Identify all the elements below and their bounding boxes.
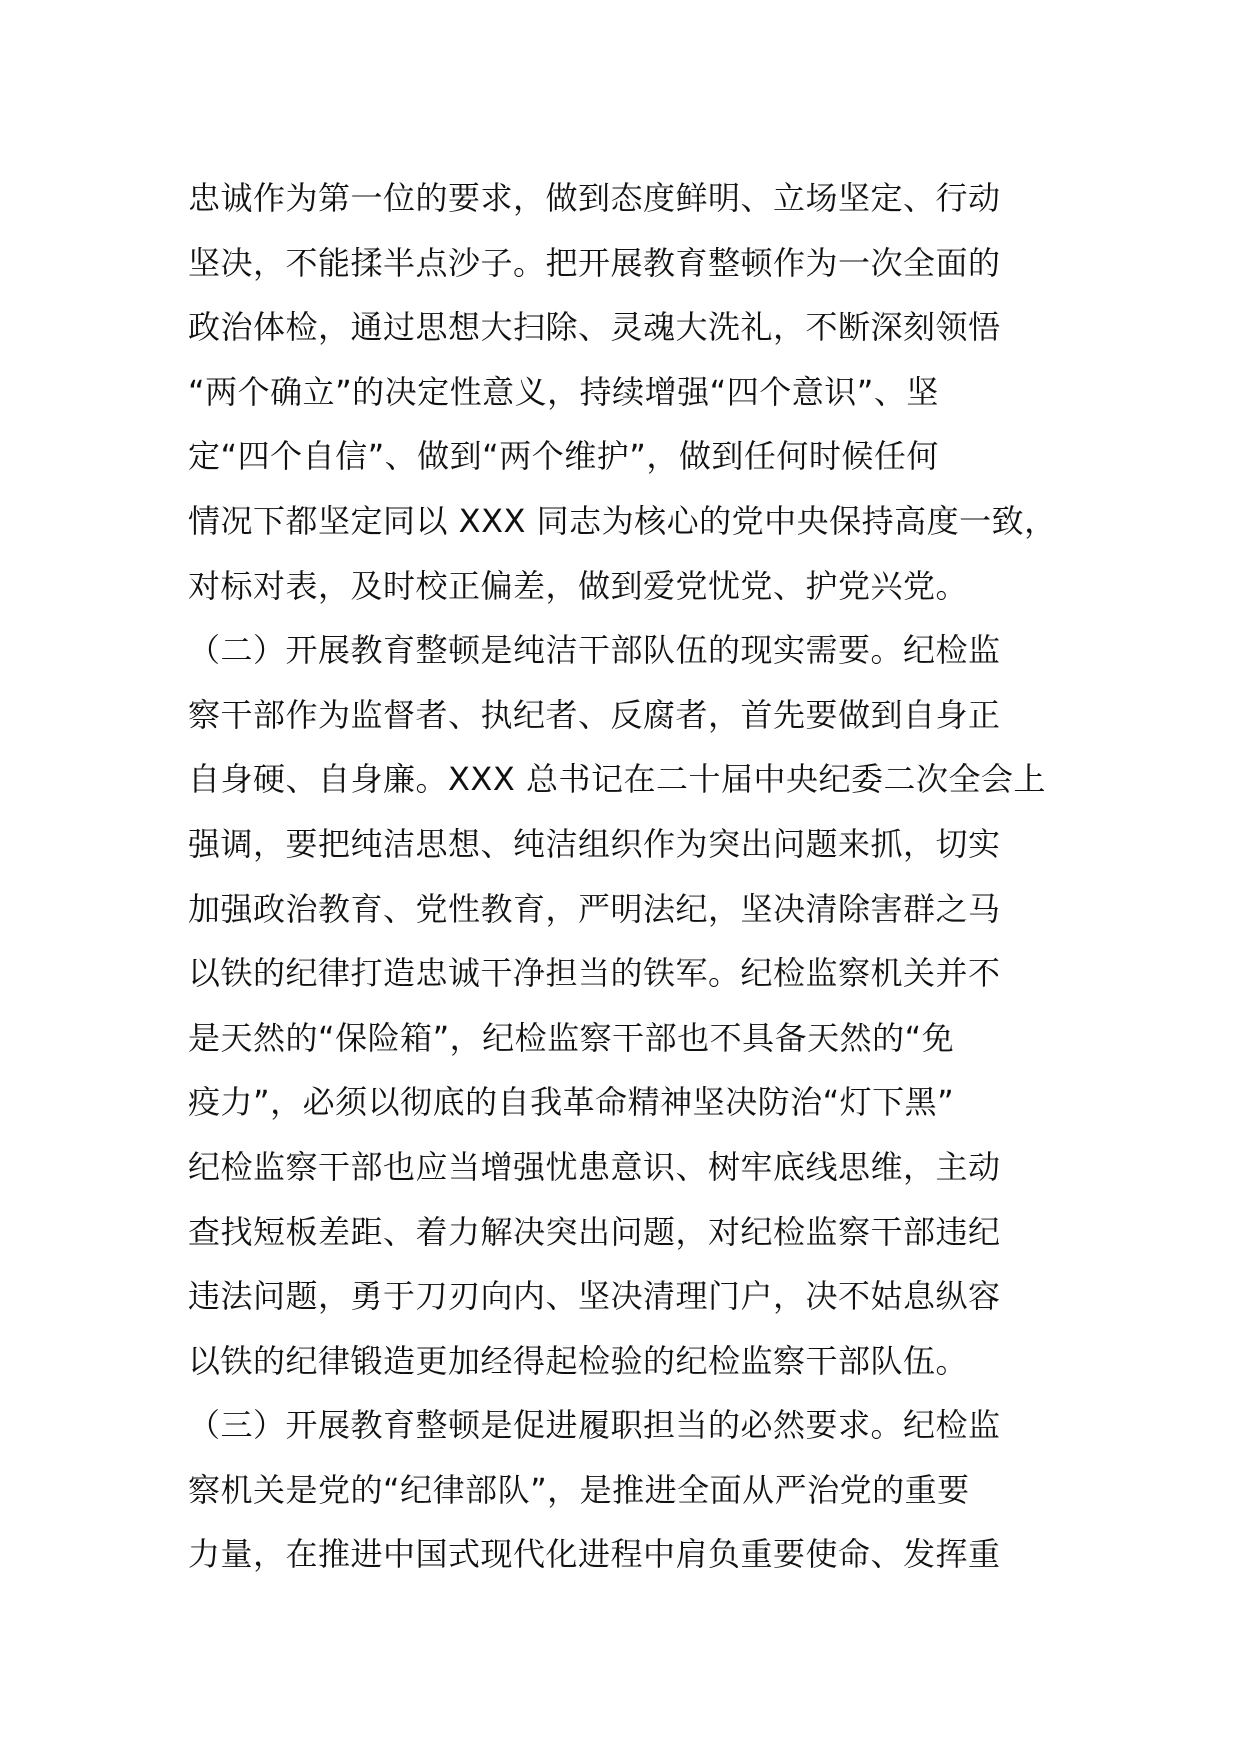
text-line: 是天然的“保险箱”，纪检监察干部也不具备天然的“免	[188, 1018, 955, 1057]
text-line: 察干部作为监督者、执纪者、反腐者，首先要做到自身正	[188, 695, 1001, 734]
text-line: 违法问题，勇于刀刃向内、坚决清理门户，决不姑息纵容	[188, 1277, 1001, 1316]
section-heading-line: （二）开展教育整顿是纯洁干部队伍的现实需要。纪检监	[188, 631, 1001, 670]
text-line: “两个确立”的决定性意义，持续增强“四个意识”、坚	[188, 372, 939, 411]
text-line: 忠诚作为第一位的要求，做到态度鲜明、立场坚定、行动	[188, 179, 1001, 217]
text-line: 疫力”，必须以彻底的自我革命精神坚决防治“灯下黑”	[188, 1083, 955, 1122]
text-line: 定“四个自信”、做到“两个维护”，做到任何时候任何	[188, 437, 939, 476]
text-line: 坚决，不能揉半点沙子。把开展教育整顿作为一次全面的	[188, 243, 1001, 282]
text-line: 以铁的纪律锻造更加经得起检验的纪检监察干部队伍。	[188, 1341, 969, 1380]
text-line: 加强政治教育、党性教育，严明法纪，坚决清除害群之马	[188, 889, 1001, 928]
text-line: 强调，要把纯洁思想、纯洁组织作为突出问题来抓，切实	[188, 824, 1001, 863]
text-line: 自身硬、自身廉。XXX 总书记在二十届中央纪委二次全会上	[188, 760, 1046, 799]
text-line: 政治体检，通过思想大扫除、灵魂大洗礼，不断深刻领悟	[188, 308, 1001, 347]
text-line: 纪检监察干部也应当增强忧患意识、树牢底线思维，主动	[188, 1147, 1001, 1186]
text-line: 对标对表，及时校正偏差，做到爱党忧党、护党兴党。	[188, 566, 969, 605]
text-line: 察机关是党的“纪律部队”，是推进全面从严治党的重要	[188, 1470, 970, 1509]
body-text	[188, 166, 1108, 1587]
text-line: 以铁的纪律打造忠诚干净担当的铁军。纪检监察机关并不	[188, 954, 1001, 993]
text-line: 力量，在推进中国式现代化进程中肩负重要使命、发挥重	[188, 1535, 1001, 1574]
section-heading-line: （三）开展教育整顿是促进履职担当的必然要求。纪检监	[188, 1406, 1001, 1445]
text-line: 查找短板差距、着力解决突出问题，对纪检监察干部违纪	[188, 1212, 1001, 1251]
text-line: 情况下都坚定同以 XXX 同志为核心的党中央保持高度一致，	[188, 501, 1057, 540]
